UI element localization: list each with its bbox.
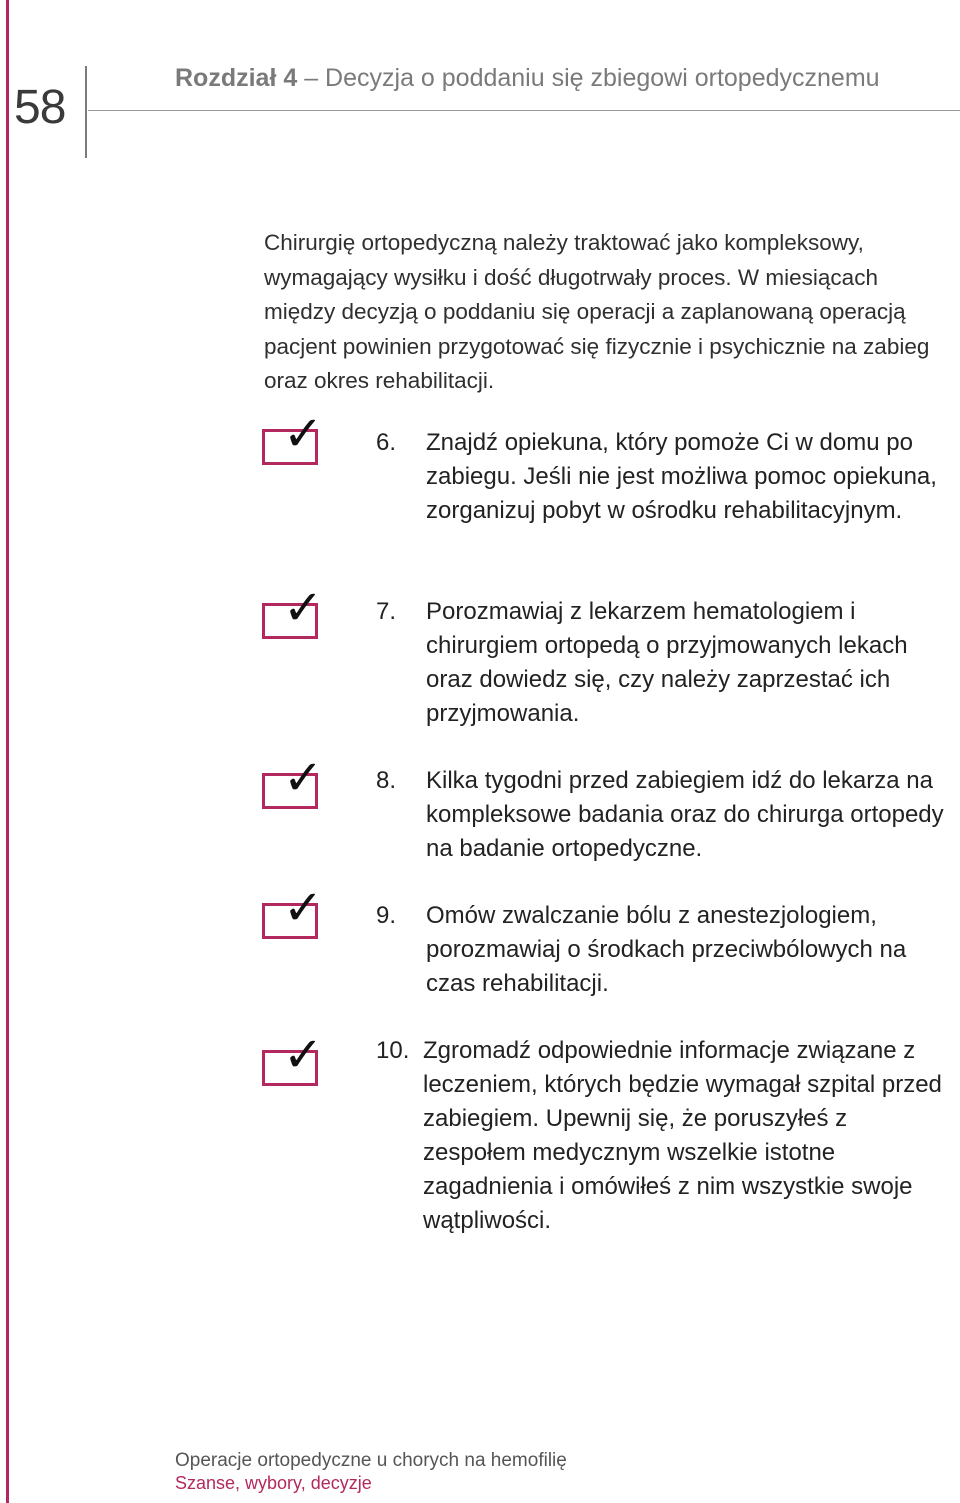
- checkbox: [262, 880, 324, 939]
- checkbox: [262, 580, 324, 639]
- item-number: 6.: [376, 429, 397, 456]
- checkmark-icon: ✓: [283, 750, 324, 806]
- footer-subtitle: Szanse, wybory, decyzje: [175, 1473, 372, 1493]
- header-divider-vertical: [85, 66, 87, 158]
- item-text: Znajdź opiekuna, który pomoże Ci w domu po zabiegu. Jeśli nie jest możliwa pomoc opiekuna, zorganizuj pobyt w ośrodku rehabilitacyjnym.: [426, 429, 937, 524]
- item-number: 8.: [376, 767, 397, 794]
- item-text: Porozmawiaj z lekarzem hematologiem i chirurgiem ortopedą o przyjmowanych lekach oraz dowiedz się, czy należy zaprzestać ich przyjmowania.: [426, 598, 908, 727]
- item-text: Kilka tygodni przed zabiegiem idź do lekarza na kompleksowe badania oraz do chirurga ortopedy na badanie ortopedyczne.: [426, 767, 944, 862]
- chapter-title: – Decyzja o poddaniu się zbiegowi ortopedycznemu: [304, 64, 880, 92]
- item-text: Zgromadź odpowiednie informacje związane z leczeniem, których będzie wymagał szpital przed zabiegiem. Upewnij się, że poruszyłeś z zespołem medycznym wszelkie istotne zagadnienia i omówiłeś z nim wszystkie swoje wątpliwości.: [423, 1037, 942, 1234]
- item-number: 9.: [376, 902, 397, 929]
- checkbox: [262, 1027, 324, 1086]
- page-margin-rule: [6, 0, 9, 1503]
- checkmark-icon: ✓: [283, 406, 324, 462]
- item-number: 10.: [376, 1037, 410, 1064]
- header-divider-horizontal: [88, 110, 960, 111]
- page-number: 58: [14, 81, 66, 134]
- checkmark-icon: ✓: [283, 1027, 324, 1083]
- item-number: 7.: [376, 598, 397, 625]
- checkbox: [262, 750, 324, 809]
- intro-paragraph: Chirurgię ortopedyczną należy traktować jako kompleksowy, wymagający wysiłku i dość długotrwały proces. W miesiącach między decyzją o poddaniu się operacji a zaplanowaną operacją pacjent powinien przygotować się fizycznie i psychicznie na zabieg oraz okres rehabilitacji.: [264, 230, 930, 393]
- checkmark-icon: ✓: [283, 880, 324, 936]
- checkbox: [262, 406, 324, 465]
- item-text: Omów zwalczanie bólu z anestezjologiem, porozmawiaj o środkach przeciwbólowych na czas rehabilitacji.: [426, 902, 907, 997]
- chapter-heading: [175, 64, 880, 93]
- footer-title: Operacje ortopedyczne u chorych na hemofilię: [175, 1450, 567, 1471]
- checkmark-icon: ✓: [283, 580, 324, 636]
- chapter-label: Rozdział 4: [175, 64, 298, 92]
